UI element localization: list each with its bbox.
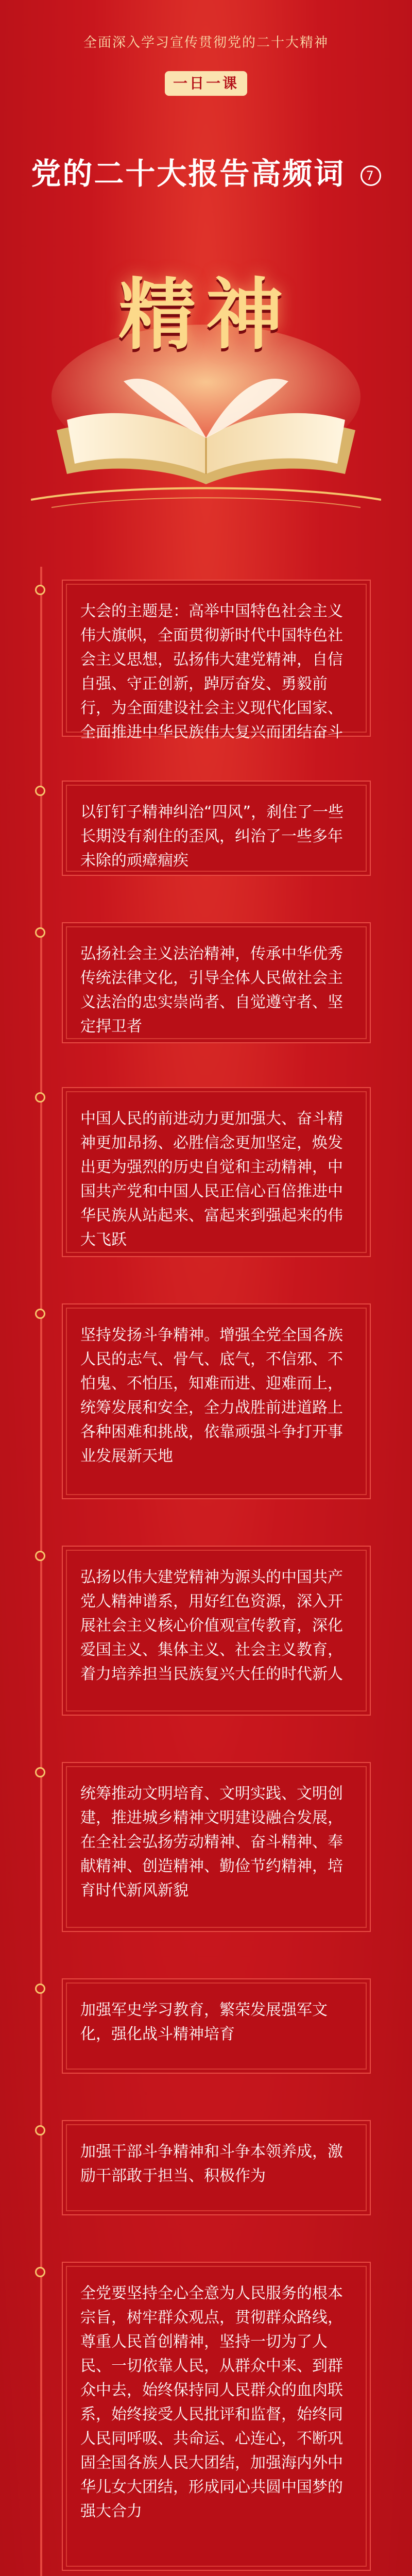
entry-card: 加强干部斗争精神和斗争本领养成，激励干部敢于担当、积极作为 (62, 2120, 371, 2215)
timeline-dot (35, 1551, 45, 1561)
page-title-text: 党的二十大报告高频词 (31, 156, 346, 191)
timeline-dot (35, 2267, 45, 2277)
timeline-dot (35, 585, 45, 595)
entry-card: 全党要坚持全心全意为人民服务的根本宗旨，树牢群众观点，贯彻群众路线，尊重人民首创精神，坚持一切为了人民、一切依靠人民，从群众中来、到群众中去，始终保持同人民群众的血肉联系，始终接受人民批评和监督，始终同人民同呼吸、共命运、心连心，不断巩固全国各族人民大团结，加强海内外中华儿女大团结，形成同心共圆中国梦的强大合力 (62, 2262, 371, 2571)
ribbon-decoration (31, 479, 381, 520)
top-banner: 全面深入学习宣传贯彻党的二十大精神 (83, 35, 329, 50)
entry-card: 弘扬以伟大建党精神为源头的中国共产党人精神谱系，用好红色资源，深入开展社会主义核心价值观宣传教育，深化爱国主义、集体主义、社会主义教育，着力培养担当民族复兴大任的时代新人 (62, 1546, 371, 1716)
entry-card: 以钉钉子精神纠治“四风”，刹住了一些长期没有刹住的歪风，纠治了一些多年未除的顽瘴痼疾 (62, 781, 371, 876)
timeline-dot (35, 1092, 45, 1103)
timeline-dot (35, 1767, 45, 1777)
lesson-tag: 一日一课 (165, 71, 247, 96)
timeline-dot (35, 786, 45, 796)
entry-card: 坚持发扬斗争精神。增强全党全国各族人民的志气、骨气、底气，不信邪、不怕鬼、不怕压，知难而进、迎难而上，统筹发展和安全，全力战胜前进道路上各种困难和挑战，依靠顽强斗争打开事业发展新天地 (62, 1303, 371, 1499)
entry-card: 大会的主题是：高举中国特色社会主义伟大旗帜，全面贯彻新时代中国特色社会主义思想，弘扬伟大建党精神，自信自强、守正创新，踔厉奋发、勇毅前行，为全面建设社会主义现代化国家、全面推进中华民族伟大复兴而团结奋斗 (62, 580, 371, 737)
timeline-dot (35, 927, 45, 938)
timeline-dot (35, 1309, 45, 1319)
entry-card: 弘扬社会主义法治精神，传承中华优秀传统法律文化，引导全体人民做社会主义法治的忠实崇尚者、自觉遵守者、坚定捍卫者 (62, 922, 371, 1043)
page-title (0, 149, 412, 193)
entry-card: 统筹推动文明培育、文明实践、文明创建，推进城乡精神文明建设融合发展，在全社会弘扬劳动精神、奋斗精神、奉献精神、创造精神、勤俭节约精神，培育时代新风新貌 (62, 1762, 371, 1932)
header-section (0, 0, 412, 515)
entry-card: 加强军史学习教育，繁荣发展强军文化，强化战斗精神培育 (62, 1978, 371, 2074)
timeline-dot (35, 2125, 45, 2136)
keyword-title: 精神 (118, 269, 294, 360)
timeline-dot (35, 1984, 45, 1994)
issue-number-badge: 7 (360, 165, 381, 186)
entry-card: 中国人民的前进动力更加强大、奋斗精神更加昂扬、必胜信念更加坚定，焕发出更为强烈的历史自觉和主动精神，中国共产党和中国人民正信心百倍推进中华民族从站起来、富起来到强起来的伟大飞跃 (62, 1087, 371, 1257)
